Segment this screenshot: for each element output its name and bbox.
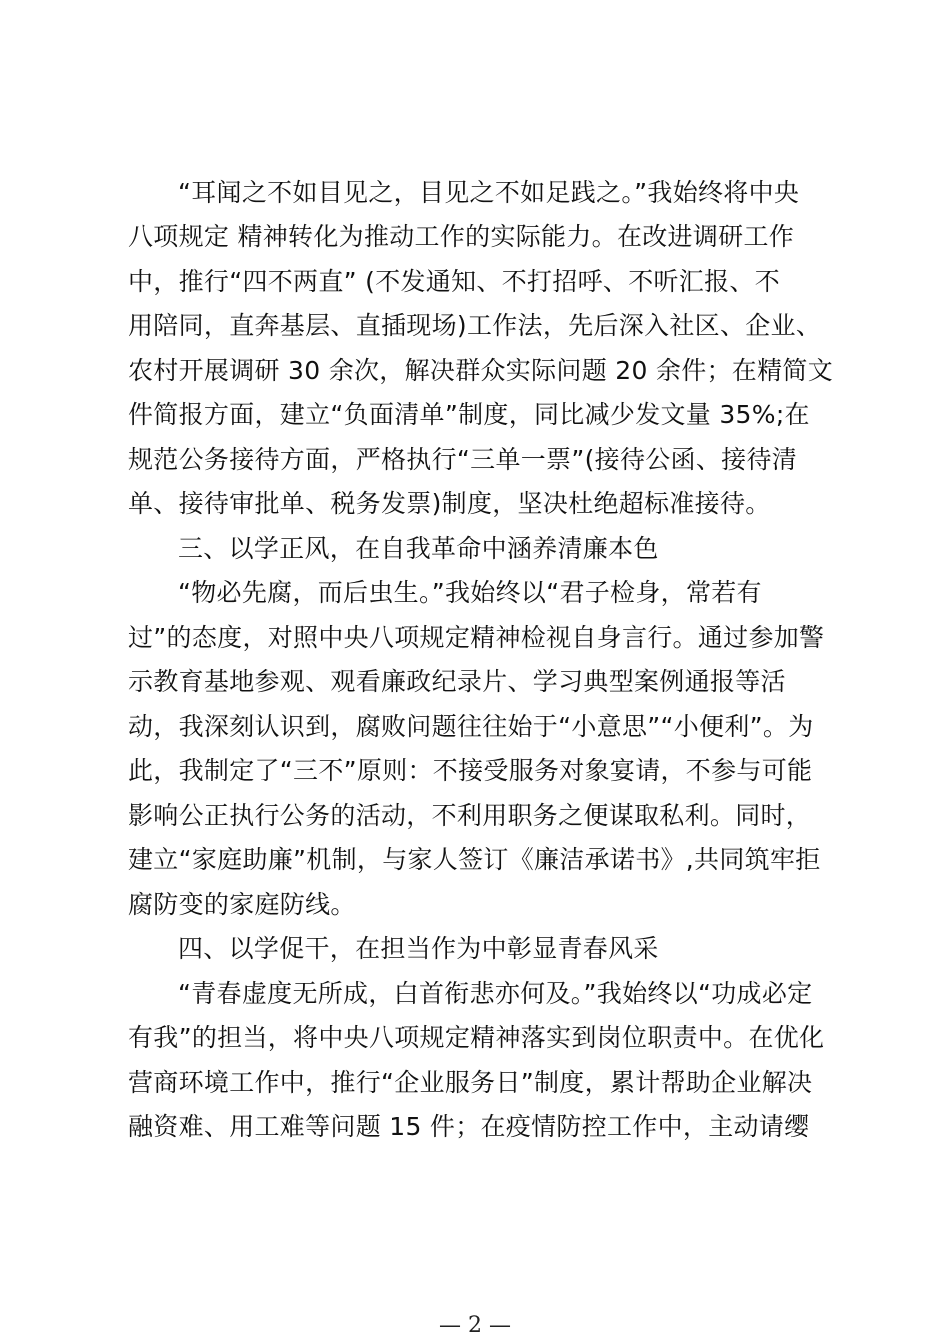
paragraph-line: 影响公正执行公务的活动，不利用职务之便谋取私利。同时， bbox=[128, 801, 812, 830]
paragraph-line: 八项规定 精神转化为推动工作的实际能力。在改进调研工作 bbox=[128, 222, 795, 251]
paragraph-line: 建立“家庭助廉”机制，与家人签订《廉洁承诺书》,共同筑牢拒 bbox=[128, 845, 821, 874]
paragraph-line: 农村开展调研 30 余次，解决群众实际问题 20 余件；在精简文 bbox=[128, 356, 834, 385]
paragraph-line: 中，推行“四不两直” (不发通知、不打招呼、不听汇报、不 bbox=[128, 267, 781, 296]
paragraph-line: “耳闻之不如目见之，目见之不如足践之。”我始终将中央 bbox=[178, 178, 800, 207]
paragraph-line: 动，我深刻认识到，腐败问题往往始于“小意思”“小便利”。为 bbox=[128, 712, 814, 741]
paragraph-line: 融资难、用工难等问题 15 件；在疫情防控工作中，主动请缨 bbox=[128, 1112, 810, 1141]
paragraph-line: “物必先腐，而后虫生。”我始终以“君子检身，常若有 bbox=[178, 578, 762, 607]
paragraph-line: 腐防变的家庭防线。 bbox=[128, 890, 356, 919]
paragraph-line: 示教育基地参观、观看廉政纪录片、学习典型案例通报等活 bbox=[128, 667, 786, 696]
paragraph-line: 营商环境工作中，推行“企业服务日”制度，累计帮助企业解决 bbox=[128, 1068, 813, 1097]
paragraph-line: 规范公务接待方面，严格执行“三单一票”(接待公函、接待清 bbox=[128, 445, 798, 474]
page-number: — 2 — bbox=[439, 1313, 511, 1338]
paragraph-line: 过”的态度，对照中央八项规定精神检视自身言行。通过参加警 bbox=[128, 623, 825, 652]
section-heading: 三、以学正风，在自我革命中涵养清廉本色 bbox=[178, 534, 659, 563]
paragraph-line: 单、接待审批单、税务发票)制度，坚决杜绝超标准接待。 bbox=[128, 489, 771, 518]
paragraph-line: “青春虚度无所成，白首衔悲亦何及。”我始终以“功成必定 bbox=[178, 979, 813, 1008]
paragraph-line: 用陪同，直奔基层、直插现场)工作法，先后深入社区、企业、 bbox=[128, 311, 822, 340]
section-heading: 四、以学促干，在担当作为中彰显青春风采 bbox=[178, 934, 659, 963]
paragraph-line: 件简报方面，建立“负面清单”制度，同比减少发文量 35%;在 bbox=[128, 400, 810, 429]
paragraph-line: 此，我制定了“三不”原则：不接受服务对象宴请，不参与可能 bbox=[128, 756, 813, 785]
paragraph-line: 有我”的担当，将中央八项规定精神落实到岗位职责中。在优化 bbox=[128, 1023, 825, 1052]
